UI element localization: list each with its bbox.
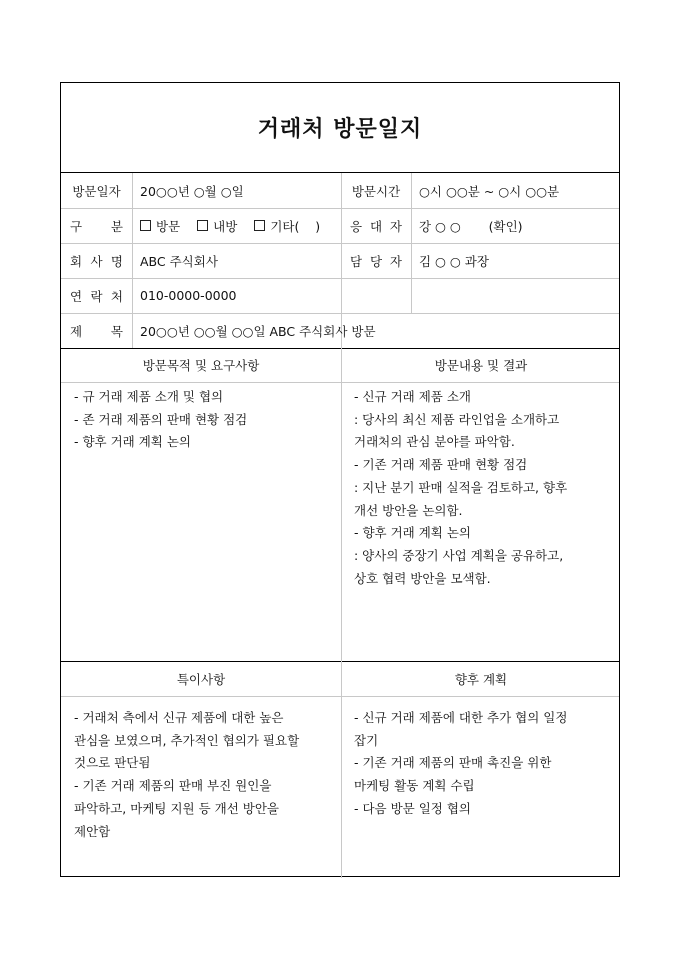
company-label: 회 사 명 (70, 253, 123, 269)
empty-cell (341, 278, 621, 313)
list-item: - 거래처 측에서 신규 제품에 대한 높은 (74, 710, 284, 725)
document-title: 거래처 방문일지 (61, 83, 619, 173)
list-item: - 규 거래 제품 소개 및 협의 (74, 389, 224, 404)
company-value[interactable]: ABC 주식회사 (140, 253, 218, 269)
checkbox-visit[interactable]: 방문 (140, 217, 180, 235)
contact-label: 연 락 처 (70, 288, 123, 304)
category-options (132, 208, 341, 243)
list-item: - 신규 거래 제품에 대한 추가 협의 일정 (354, 710, 568, 725)
visit-log-form (60, 82, 620, 877)
list-item: 것으로 판단됨 (74, 755, 151, 771)
list-item: 잡기 (354, 732, 379, 748)
list-item: 파악하고, 마케팅 지원 등 개선 방안을 (74, 800, 279, 816)
list-item: : 지난 분기 판매 실적을 검토하고, 향후 (354, 479, 568, 495)
list-item: - 향후 거래 계획 논의 (354, 525, 472, 541)
manager-value[interactable]: 김 ○ ○ 과장 (419, 253, 489, 269)
respondent-label: 응 대 자 (350, 218, 402, 234)
respondent-value[interactable]: 강 ○ ○ (확인) (419, 218, 523, 234)
visit-date-label: 방문일자 (72, 183, 121, 199)
list-item: 개선 방안을 논의함. (354, 502, 463, 518)
list-item: 관심을 보였으며, 추가적인 협의가 필요할 (74, 732, 300, 748)
list-item: 거래처의 관심 분야를 파악함. (354, 434, 515, 450)
checkbox-inbound[interactable]: 내방 (197, 217, 237, 235)
list-item: 마케팅 활동 계획 수립 (354, 778, 475, 794)
checkbox-icon (140, 220, 151, 231)
checkbox-icon (197, 220, 208, 231)
list-item: : 당사의 최신 제품 라인업을 소개하고 (354, 411, 560, 427)
checkbox-icon (254, 220, 265, 231)
list-item: - 다음 방문 일정 협의 (354, 800, 472, 816)
visit-time-label: 방문시간 (351, 183, 401, 199)
list-item: - 향후 거래 계획 논의 (74, 434, 192, 450)
list-item: : 양사의 중장기 사업 계획을 공유하고, (354, 547, 564, 563)
notes-heading: 특이사항 (176, 671, 226, 687)
list-item: - 기존 거래 제품 판매 현황 점검 (354, 457, 528, 473)
subject-value[interactable]: 20○○년 ○○월 ○○일 ABC 주식회사 방문 (140, 323, 376, 339)
list-item: - 기존 거래 제품의 판매 촉진을 위한 (354, 755, 552, 771)
plan-heading: 향후 계획 (454, 671, 508, 687)
visit-date-value[interactable]: 20○○년 ○월 ○일 (140, 183, 244, 199)
list-item: - 신규 거래 제품 소개 (354, 389, 472, 404)
subject-label: 제 목 (70, 323, 123, 339)
visit-time-value[interactable]: ○시 ○○분 ~ ○시 ○○분 (419, 183, 560, 199)
purpose-content[interactable] (74, 386, 247, 454)
notes-content[interactable] (74, 707, 299, 843)
result-heading: 방문내용 및 결과 (434, 358, 528, 373)
list-item: - 존 거래 제품의 판매 현황 점검 (74, 411, 248, 427)
list-item: 상호 협력 방안을 모색함. (354, 570, 491, 586)
contact-value[interactable]: 010-0000-0000 (140, 288, 237, 303)
result-content[interactable] (354, 386, 567, 590)
plan-content[interactable] (354, 707, 567, 821)
list-item: - 기존 거래 제품의 판매 부진 원인을 (74, 778, 272, 794)
manager-label: 담 당 자 (350, 253, 402, 269)
purpose-heading: 방문목적 및 요구사항 (142, 358, 260, 373)
list-item: 제안함 (74, 823, 111, 839)
category-label: 구 분 (70, 218, 123, 234)
checkbox-other[interactable]: 기타( ) (254, 217, 320, 235)
